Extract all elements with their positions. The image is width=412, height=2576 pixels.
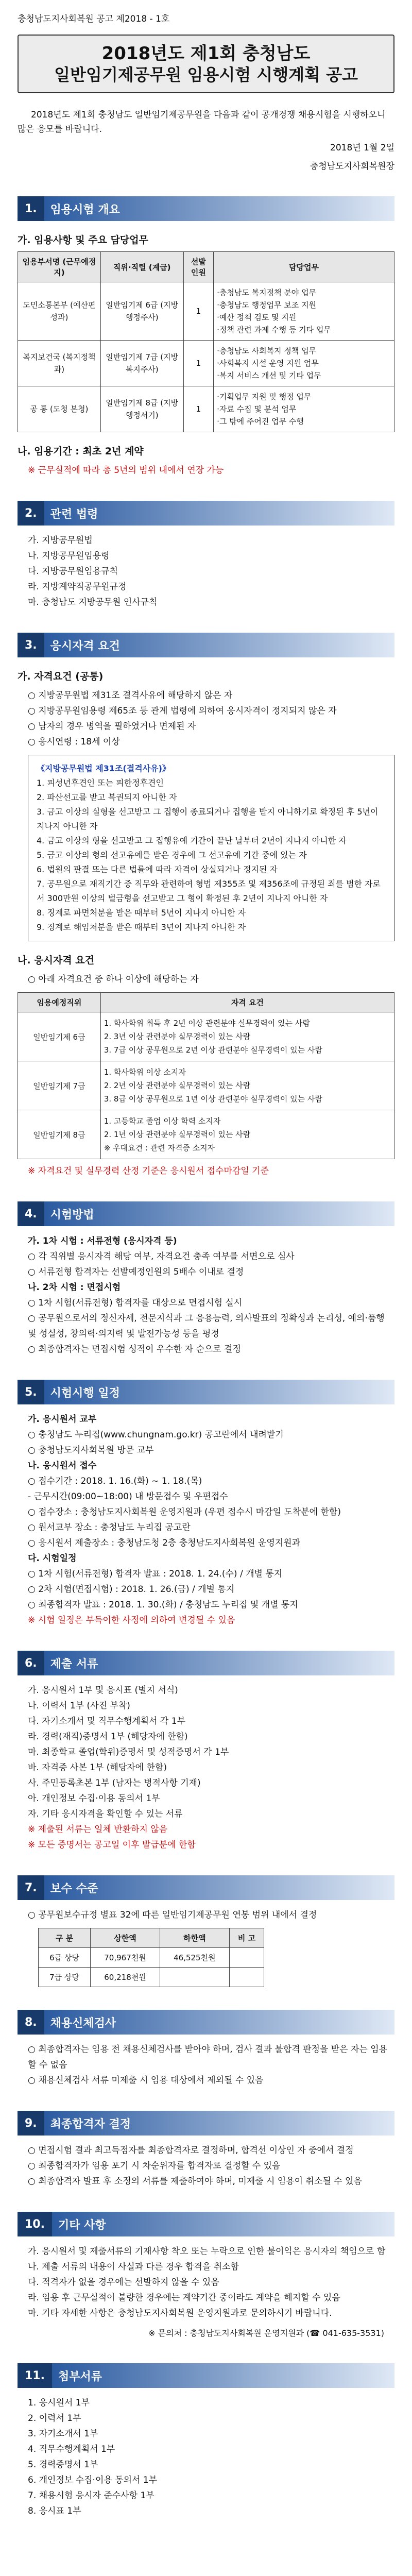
attachment-item: 5. 경력증명서 1부 <box>28 2460 98 2470</box>
section-10-header <box>18 2212 394 2236</box>
section-title: 보수 수준 <box>44 1875 394 1900</box>
title-line2: 일반임기제공무원 임용시험 시행계획 공고 <box>54 65 358 84</box>
table-row <box>18 1110 394 1159</box>
cell-count: 1 <box>183 341 213 386</box>
section-title: 관련 법령 <box>44 501 394 526</box>
note-line: ※ 근무실적에 따라 총 5년의 범위 내에서 연장 가능 <box>28 465 224 476</box>
box-line: 7. 공무원으로 재직기간 중 직무와 관련하여 형법 제355조 및 제356조에 규정된 죄를 범한 자로서 300만원 이상의 벌금형을 선고받고 그 형이 확정된 후 2년이 지나지 아니한 자 <box>37 879 381 903</box>
list-item: ○ 최종합격자 발표 : 2018. 1. 30.(화) / 충청남도 누리집 및 개별 통지 <box>28 1600 298 1610</box>
section-6-header <box>18 1651 394 1675</box>
table-header: 선발 인원 <box>183 252 213 282</box>
table-row <box>39 1948 264 1968</box>
list-item: 가. 응시원서 및 제출서류의 기재사항 착오 또는 누락으로 인한 불이익은 응시자의 책임으로 함 <box>28 2246 386 2257</box>
subheading: 가. 자격요건 (공통) <box>18 671 104 682</box>
section-title: 임용시험 개요 <box>44 196 394 221</box>
attachment-item: 8. 응시표 1부 <box>28 2506 81 2516</box>
list-item: 나. 응시원서 접수 <box>28 1461 97 1471</box>
box-line: 8. 징계로 파면처분을 받은 때부터 5년이 지나지 아니한 자 <box>37 908 246 918</box>
cell-max: 60,218천원 <box>91 1968 160 1987</box>
cell-pos: 일반임기제 7급 (지방복지주사) <box>100 341 183 386</box>
list-item: 바. 자격증 사본 1부 (해당자에 한함) <box>28 1762 167 1773</box>
list-item: ○ 최종합격자가 임용 포기 시 차순위자를 합격자로 결정할 수 있음 <box>28 2161 281 2171</box>
attachment-item: 3. 자기소개서 1부 <box>28 2429 98 2439</box>
section-number: 7. <box>18 1875 44 1900</box>
table-row <box>39 1968 264 1987</box>
table-header: 담당업무 <box>214 252 394 282</box>
cell-count: 1 <box>183 282 213 341</box>
section-number: 3. <box>18 633 44 657</box>
list-item: 다. 지방공무원임용규칙 <box>28 566 118 577</box>
section-title: 기타 사항 <box>52 2212 394 2236</box>
notice-date: 2018년 1월 2일 <box>330 143 394 153</box>
subheading: 가. 임용사항 및 주요 담당업무 <box>18 234 148 246</box>
box-title: 《지방공무원법 제31조(결격사유)》 <box>37 764 170 773</box>
cell-grade: 6급 상당 <box>39 1948 91 1968</box>
title-line1: 2018년도 제1회 충청남도 <box>101 43 311 64</box>
box-line: 3. 금고 이상의 실형을 선고받고 그 집행이 종료되거나 집행을 받지 아니하기로 확정된 후 5년이 지나지 아니한 자 <box>37 807 379 831</box>
list-item: ※ 시험 일정은 부득이한 사정에 의하여 변경될 수 있음 <box>28 1615 235 1625</box>
cell-pos: 일반임기제 7급 <box>18 1061 101 1110</box>
cell-pos: 일반임기제 6급 <box>18 1012 101 1061</box>
list-item: 가. 응시원서 1부 및 응시표 (별지 서식) <box>28 1685 178 1696</box>
cell-req: 1. 학사학위 이상 소지자 2. 2년 이상 관련분야 실무경력이 있는 사람 3. 8급 이상 공무원으로 1년 이상 관련분야 실무경력이 있는 사람 <box>100 1061 394 1110</box>
table-header: 하한액 <box>160 1928 229 1948</box>
list-item: - 근무시간(09:00~18:00) 내 방문접수 및 우편접수 <box>28 1492 228 1502</box>
table-row <box>18 386 394 432</box>
section-title: 최종합격자 결정 <box>44 2111 394 2136</box>
list-item: ○ 남자의 경우 병역을 필하였거나 면제된 자 <box>28 721 196 732</box>
box-line: 4. 금고 이상의 형을 선고받고 그 집행유예 기간이 끝난 날부터 2년이 지나지 아니한 자 <box>37 836 347 845</box>
section-title: 시험시행 일정 <box>44 1380 394 1404</box>
section-number: 10. <box>18 2212 52 2236</box>
box-line: 1. 피성년후견인 또는 피한정후견인 <box>37 778 164 788</box>
section-number: 1. <box>18 196 44 221</box>
section-number: 4. <box>18 1201 44 1226</box>
list-item: 라. 경력(재직)증명서 1부 (해당자에 한함) <box>28 1732 188 1742</box>
list-item: 가. 지방공무원법 <box>28 535 93 546</box>
list-item: 다. 시험일정 <box>28 1553 77 1564</box>
table-header: 상한액 <box>91 1928 160 1948</box>
notice-number: 충청남도지사회복원 공고 제2018 - 1호 <box>18 14 170 24</box>
list-item: 나. 제출 서류의 내용이 사실과 다른 경우 합격을 취소함 <box>28 2262 239 2272</box>
list-item: 나. 2차 시험 : 면접시험 <box>28 1282 121 1293</box>
table-row <box>18 1061 394 1110</box>
list-item: ○ 채용신체검사 서류 미제출 시 임용 대상에서 제외될 수 있음 <box>28 2075 264 2086</box>
table-header: 임용예정직위 <box>18 993 101 1012</box>
subheading: 나. 응시자격 요건 <box>18 955 94 966</box>
section-9-header <box>18 2111 394 2136</box>
intro-text: 2018년도 제1회 충청남도 일반임기제공무원을 다음과 같이 공개경쟁 채용시험을 시행하오니 많은 응모를 바랍니다. <box>18 110 386 134</box>
list-item: 마. 충청남도 지방공무원 인사규칙 <box>28 597 158 607</box>
section-title: 채용신체검사 <box>44 2010 394 2035</box>
cell-dept: 복지보건국 (복지정책과) <box>18 341 101 386</box>
section-3-header <box>18 633 394 657</box>
attachment-item: 2. 이력서 1부 <box>28 2413 81 2424</box>
attachment-item: 4. 직무수행계획서 1부 <box>28 2444 115 2454</box>
cell-pos: 일반임기제 6급 (지방행정주사) <box>100 282 183 341</box>
list-item: ○ 지방공무원임용령 제65조 등 관계 법령에 의하여 응시자격이 정지되지 않은 자 <box>28 706 337 716</box>
cell-duty: ·충청남도 사회복지 정책 업무 ·사회복지 시설 운영 지원 업무 ·복지 서비스 개선 및 기타 업무 <box>214 341 394 386</box>
section-4-header <box>18 1201 394 1226</box>
attachment-item: 6. 개인정보 수집·이용 동의서 1부 <box>28 2475 158 2485</box>
box-line: 5. 금고 이상의 형의 선고유예를 받은 경우에 그 선고유예 기간 중에 있는 자 <box>37 850 307 860</box>
list-item: 사. 주민등록초본 1부 (남자는 병적사항 기재) <box>28 1778 201 1788</box>
list-item: ○ 지방공무원법 제31조 결격사유에 해당하지 않은 자 <box>28 690 233 701</box>
table-header: 비 고 <box>229 1928 264 1948</box>
list-item: 나. 지방공무원임용령 <box>28 551 110 561</box>
section-title: 응시자격 요건 <box>44 633 394 657</box>
table-header: 직위·직렬 (계급) <box>100 252 183 282</box>
table-header: 임용부서명 (근무예정지) <box>18 252 101 282</box>
cell-dept: 도민소통본부 (예산편성과) <box>18 282 101 341</box>
list-item: 나. 이력서 1부 (사진 부착) <box>28 1701 130 1711</box>
list-item: ※ 제출된 서류는 일체 반환하지 않음 <box>28 1824 168 1835</box>
list-item: 라. 임용 후 근무실적이 불량한 경우에는 계약기간 중이라도 계약을 해지할 수 있음 <box>28 2293 340 2303</box>
list-item: ※ 모든 증명서는 공고일 이후 발급분에 한함 <box>28 1840 196 1850</box>
list-item: ○ 1차 시험(서류전형) 합격자를 대상으로 면접시험 실시 <box>28 1298 243 1308</box>
cell-duty: ·충청남도 복지정책 분야 업무 ·충청남도 행정업무 보조 지원 ·예산 정책 검토 및 지원 ·정책 관련 과제 수행 등 기타 업무 <box>214 282 394 341</box>
list-item: ○ 응시연령 : 18세 이상 <box>28 737 120 747</box>
table-header: 구 분 <box>39 1928 91 1948</box>
cell-req: 1. 고등학교 졸업 이상 학력 소지자 2. 1년 이상 관련분야 실무경력이 있는 사람 ※ 우대요건 : 관련 자격증 소지자 <box>100 1110 394 1159</box>
list-item: ○ 원서교부 장소 : 충청남도 누리집 공고란 <box>28 1522 191 1533</box>
attachment-item: 7. 채용시험 응시자 준수사항 1부 <box>28 2490 154 2501</box>
subheading: 나. 임용기간 : 최초 2년 계약 <box>18 446 144 457</box>
list-item: ○ 최종합격자는 면접시험 성적이 우수한 자 순으로 결정 <box>28 1344 241 1354</box>
list-item: 다. 적격자가 없을 경우에는 선발하지 않을 수 있음 <box>28 2277 219 2287</box>
section-number: 8. <box>18 2010 44 2035</box>
list-item: ○ 접수장소 : 충청남도지사회복원 운영지원과 (우편 접수시 마감일 도착분에 한함) <box>28 1507 341 1517</box>
list-item: 마. 기타 자세한 사항은 충청남도지사회복원 운영지원과로 문의하시기 바랍니다. <box>28 2308 332 2318</box>
section-title: 시험방법 <box>44 1201 394 1226</box>
list-item: ○ 응시원서 제출장소 : 충청남도청 2층 충청남도지사회복원 운영지원과 <box>28 1538 301 1548</box>
section-number: 6. <box>18 1651 44 1675</box>
section-number: 2. <box>18 501 44 526</box>
cell-grade: 7급 상당 <box>39 1968 91 1987</box>
table-row <box>18 1012 394 1061</box>
section-number: 11. <box>18 2363 52 2388</box>
cell-max: 70,967천원 <box>91 1948 160 1968</box>
list-item: ○ 각 직위별 응시자격 해당 여부, 자격요건 충족 여부를 서면으로 심사 <box>28 1251 295 1262</box>
cell-req: 1. 학사학위 취득 후 2년 이상 관련분야 실무경력이 있는 사람 2. 3년 이상 관련분야 실무경력이 있는 사람 3. 7급 이상 공무원으로 2년 이상 관련분야 실무경력이 있는 사람 <box>100 1012 394 1061</box>
list-item: ○ 서류전형 합격자는 선발예정인원의 5배수 이내로 결정 <box>28 1267 244 1277</box>
list-item: 라. 지방계약직공무원규정 <box>28 582 127 592</box>
cell-dept: 공 통 (도청 본청) <box>18 386 101 432</box>
list-item: ○ 면접시험 결과 최고득점자를 최종합격자로 결정하며, 합격선 이상인 자 중에서 결정 <box>28 2145 354 2156</box>
box-line: 2. 파산선고를 받고 복권되지 아니한 자 <box>37 792 177 802</box>
section-5-header <box>18 1380 394 1404</box>
cell-pos: 일반임기제 8급 <box>18 1110 101 1159</box>
contact-info: ※ 문의처 : 충청남도지사회복원 운영지원과 (☎ 041-635-3531) <box>148 2328 384 2338</box>
list-item: ○ 최종합격자 발표 후 소정의 서류를 제출하여야 하며, 미제출 시 임용이 취소될 수 있음 <box>28 2176 362 2187</box>
cell-pos: 일반임기제 8급 (지방행정서기) <box>100 386 183 432</box>
title-box <box>18 35 394 93</box>
list-item: 자. 기타 응시자격을 확인할 수 있는 서류 <box>28 1809 183 1819</box>
list-item: ○ 공무원으로서의 정신자세, 전문지식과 그 응용능력, 의사발표의 정확성과 논리성, 예의·품행 및 성실성, 창의력·의지력 및 발전가능성 등을 평정 <box>28 1313 385 1339</box>
list-item: ○ 접수기간 : 2018. 1. 16.(화) ~ 1. 18.(목) <box>28 1476 202 1486</box>
table-row <box>18 341 394 386</box>
list-item: ○ 최종합격자는 임용 전 채용신체검사를 받아야 하며, 검사 결과 불합격 판정을 받은 자는 임용할 수 없음 <box>28 2044 388 2070</box>
requirements-table <box>18 992 394 1159</box>
box-line: 9. 징계로 해임처분을 받은 때부터 3년이 지나지 아니한 자 <box>37 922 246 932</box>
cell-min <box>160 1968 229 1987</box>
section-title: 제출 서류 <box>44 1651 394 1675</box>
disqualification-box <box>28 755 394 941</box>
section-8-header <box>18 2010 394 2035</box>
list-item: 가. 응시원서 교부 <box>28 1414 97 1425</box>
list-item: ○ 충청남도 누리집(www.chungnam.go.kr) 공고란에서 내려받기 <box>28 1430 284 1440</box>
list-item: ○ 아래 자격요건 중 하나 이상에 해당하는 자 <box>28 974 199 985</box>
section-2-header <box>18 501 394 526</box>
table-header: 자격 요건 <box>100 993 394 1012</box>
cell-note <box>229 1948 264 1968</box>
list-item: ○ 충청남도지사회복원 방문 교부 <box>28 1445 154 1455</box>
attachment-item: 1. 응시원서 1부 <box>28 2398 90 2408</box>
cell-min: 46,525천원 <box>160 1948 229 1968</box>
list-item: ○ 공무원보수규정 별표 32에 따른 일반임기제공무원 연봉 범위 내에서 결정 <box>28 1910 317 1920</box>
cell-count: 1 <box>183 386 213 432</box>
box-line: 6. 법원의 판결 또는 다른 법률에 따라 자격이 상실되거나 정지된 자 <box>37 865 278 874</box>
list-item: 아. 개인정보 수집·이용 동의서 1부 <box>28 1793 160 1804</box>
cell-duty: ·기획업무 지원 및 행정 업무 ·자료 수집 및 분석 업무 ·그 밖에 주어진 업무 수행 <box>214 386 394 432</box>
section-7-header <box>18 1875 394 1900</box>
list-item: 마. 최종학교 졸업(학위)증명서 및 성적증명서 각 1부 <box>28 1747 229 1757</box>
note-line: ※ 자격요건 및 실무경력 산정 기준은 응시원서 접수마감일 기준 <box>28 1166 269 1176</box>
table-row <box>18 282 394 341</box>
list-item: 다. 자기소개서 및 직무수행계획서 각 1부 <box>28 1716 185 1726</box>
section-1-header <box>18 196 394 221</box>
pay-table <box>38 1928 264 1987</box>
cell-note <box>229 1968 264 1987</box>
list-item: ○ 1차 시험(서류전형) 합격자 발표 : 2018. 1. 24.(수) / 개별 통지 <box>28 1569 283 1579</box>
list-item: ○ 2차 시험(면접시험) : 2018. 1. 26.(금) / 개별 통지 <box>28 1584 235 1595</box>
section-number: 5. <box>18 1380 44 1404</box>
notice-org: 충청남도지사회복원장 <box>310 161 394 172</box>
list-item: 가. 1차 시험 : 서류전형 (응시자격 등) <box>28 1236 177 1246</box>
section-title: 첨부서류 <box>52 2363 394 2388</box>
position-table <box>18 251 394 432</box>
section-11-header <box>18 2363 394 2388</box>
section-number: 9. <box>18 2111 44 2136</box>
